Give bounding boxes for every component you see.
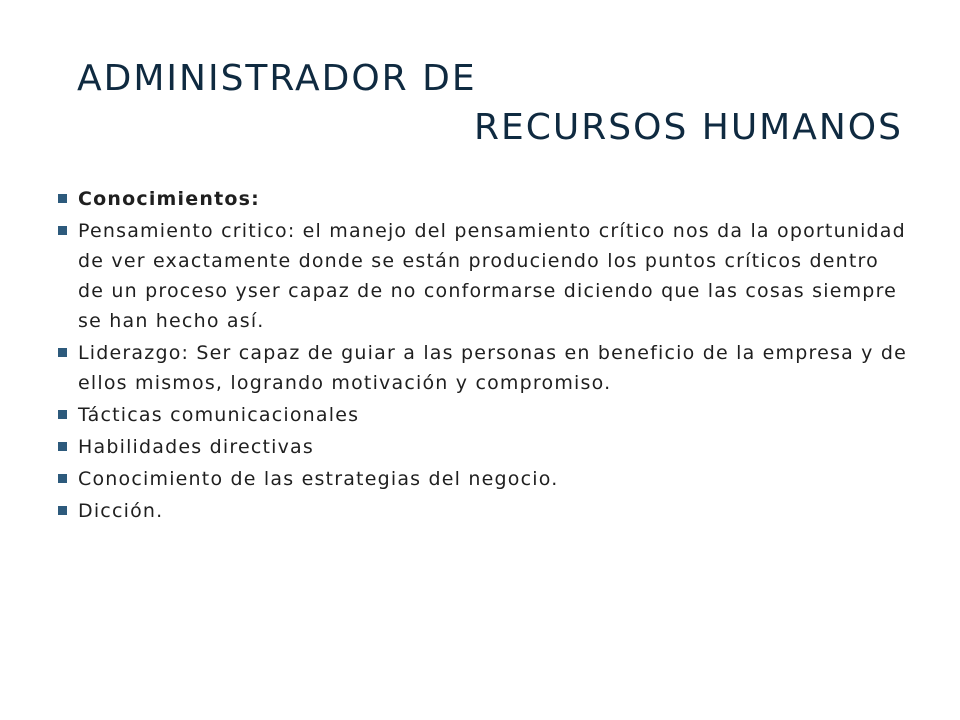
- slide-title-line-2: RECURSOS HUMANOS: [474, 107, 903, 148]
- bullet-list: [58, 184, 908, 528]
- bullet-text: Conocimientos:: [78, 188, 260, 210]
- bullet-item-estrategias: [58, 464, 908, 494]
- bullet-text: Pensamiento critico: el manejo del pensamiento crítico nos da la oportunidad de ver exactamente donde se están produciendo los puntos críticos dentro de un proceso yser capaz de no conformarse diciendo que las cosas siempre se han hecho así.: [78, 220, 906, 332]
- square-bullet-icon: [58, 226, 67, 235]
- bullet-item-diccion: [58, 496, 908, 526]
- bullet-item-habilidades: [58, 432, 908, 462]
- square-bullet-icon: [58, 348, 67, 357]
- square-bullet-icon: [58, 442, 67, 451]
- bullet-text: Liderazgo: Ser capaz de guiar a las personas en beneficio de la empresa y de ellos mismos, logrando motivación y compromiso.: [78, 342, 908, 394]
- square-bullet-icon: [58, 474, 67, 483]
- bullet-item-liderazgo: [58, 338, 908, 398]
- bullet-text: Tácticas comunicacionales: [78, 404, 360, 426]
- slide-title-line-1: ADMINISTRADOR DE: [77, 58, 477, 99]
- bullet-text: Dicción.: [78, 500, 164, 522]
- square-bullet-icon: [58, 194, 67, 203]
- bullet-item-conocimientos: [58, 184, 908, 214]
- bullet-item-pensamiento-critico: [58, 216, 908, 336]
- bullet-text: Habilidades directivas: [78, 436, 315, 458]
- square-bullet-icon: [58, 410, 67, 419]
- square-bullet-icon: [58, 506, 67, 515]
- bullet-item-tacticas: [58, 400, 908, 430]
- bullet-text: Conocimiento de las estrategias del negocio.: [78, 468, 559, 490]
